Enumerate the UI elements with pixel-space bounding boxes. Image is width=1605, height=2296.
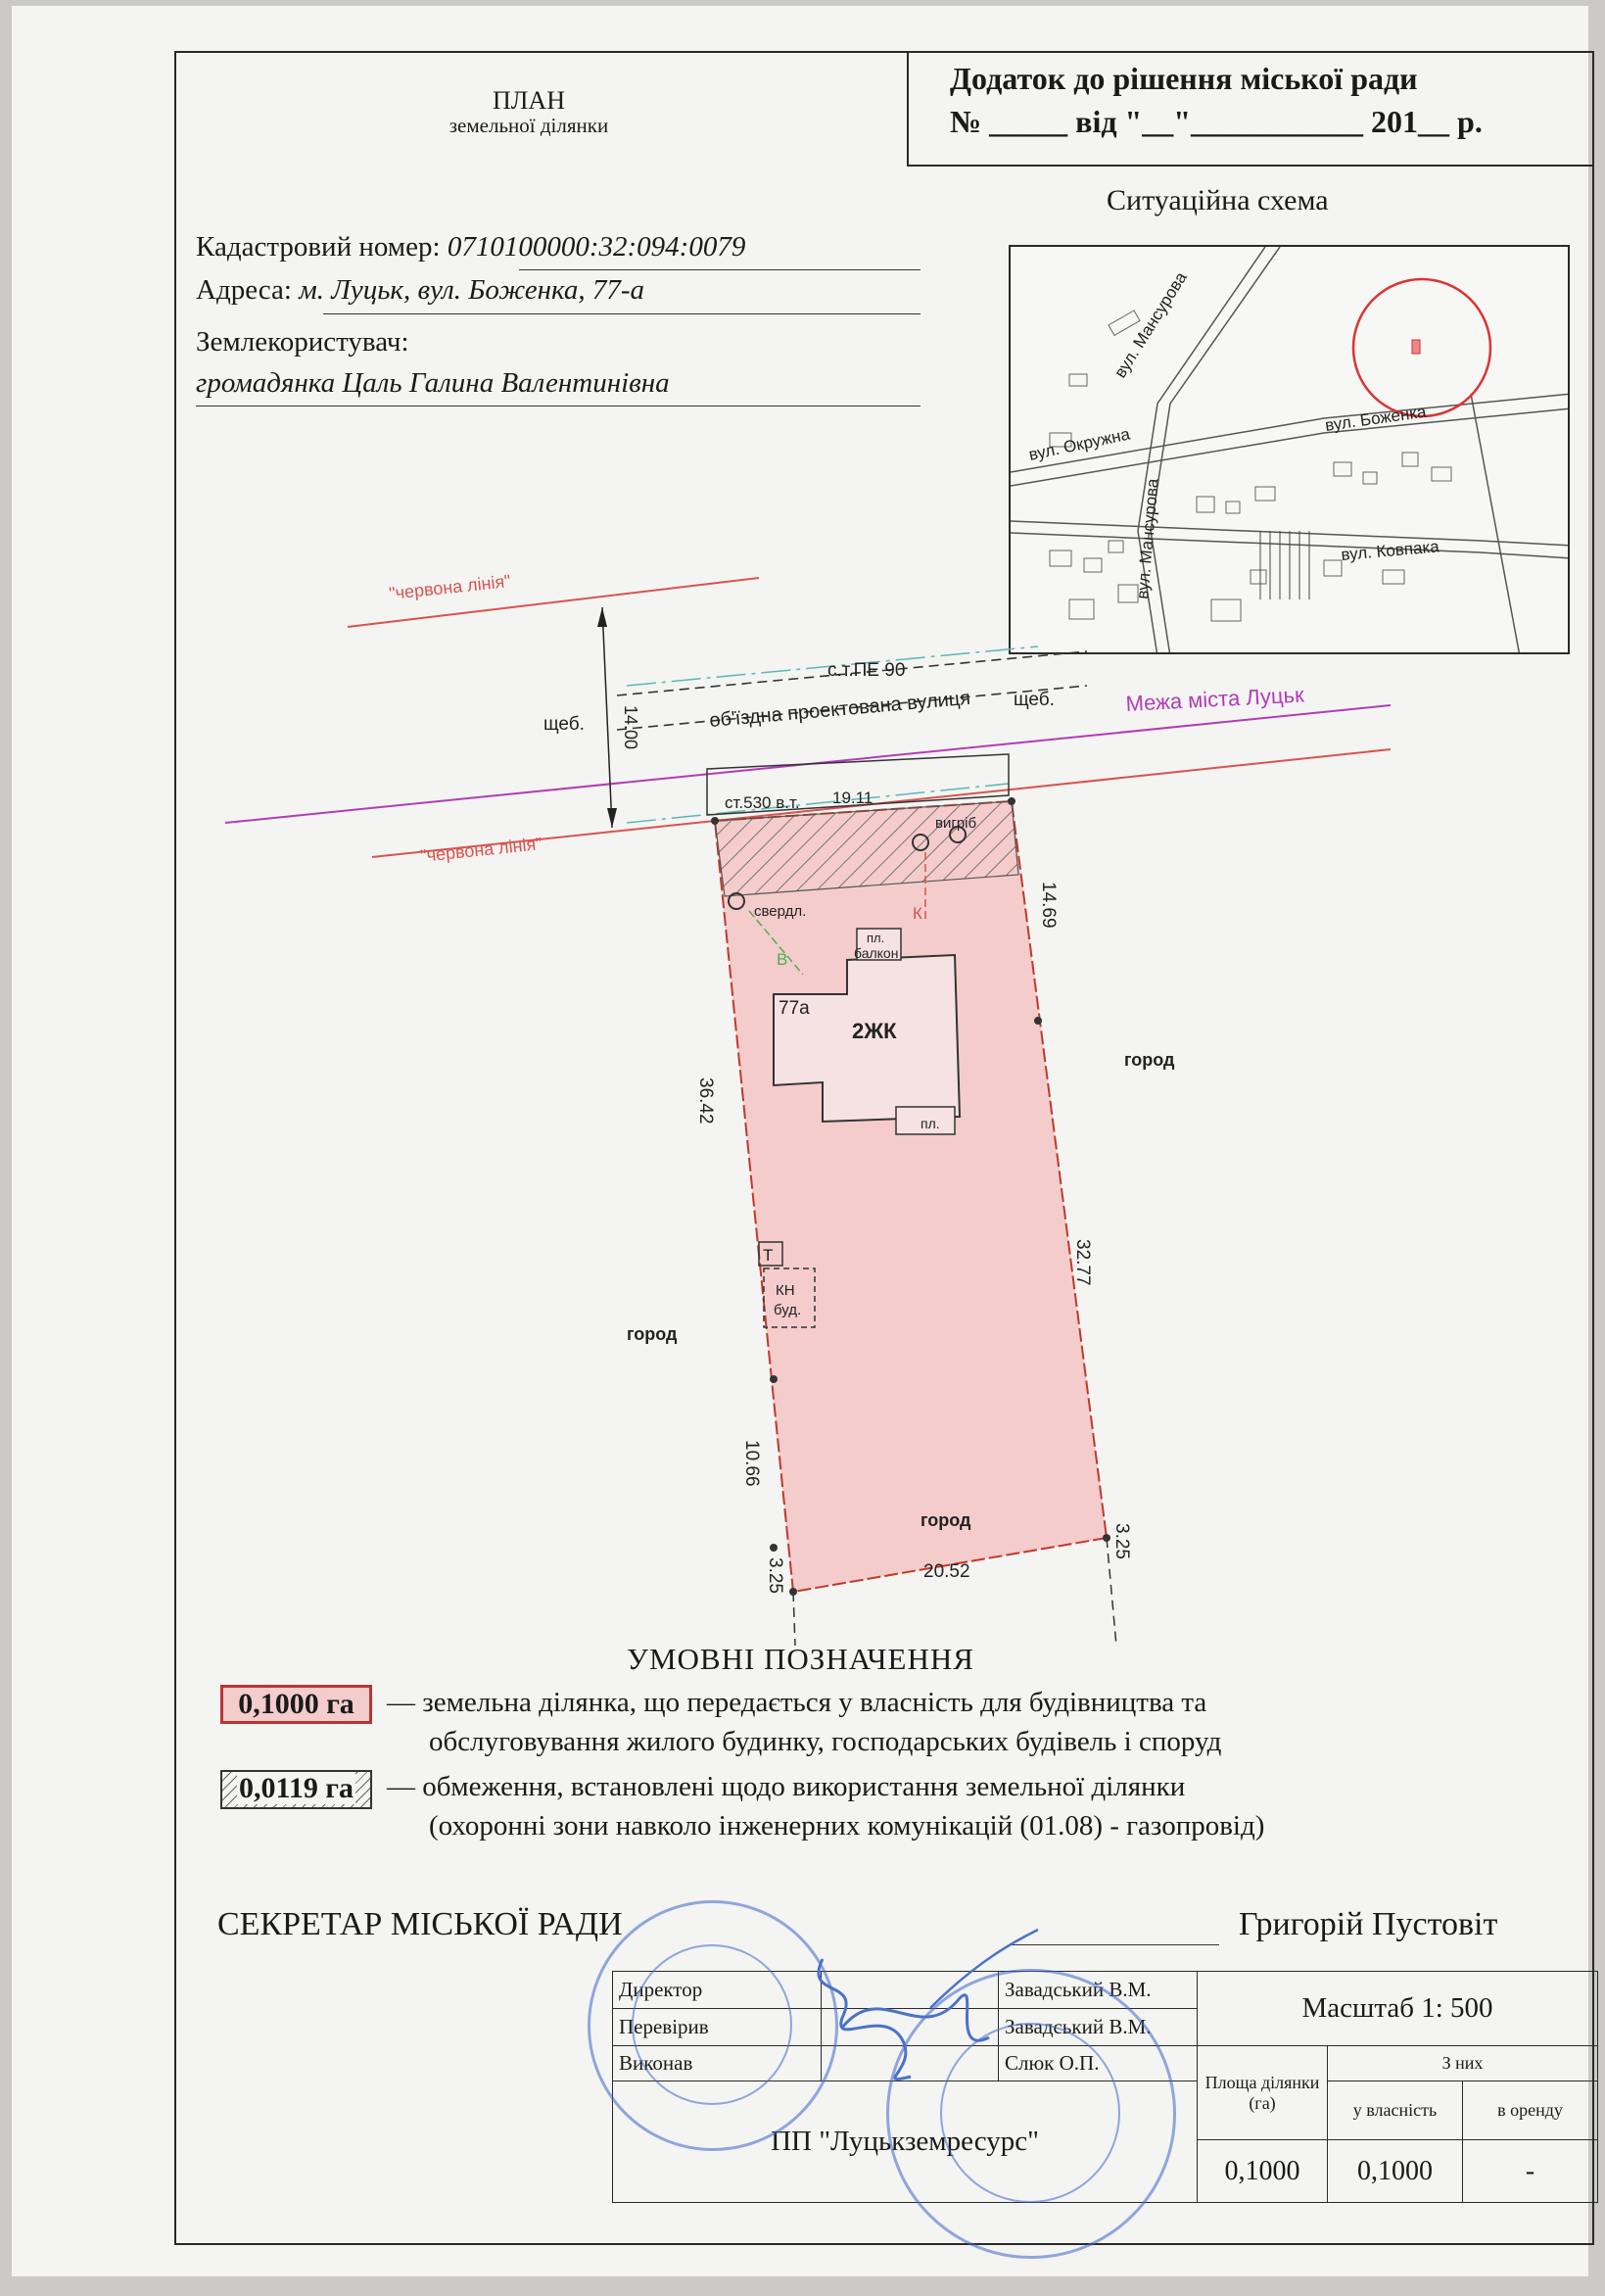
appendix-line-2: № _____ від "__"___________ 201__ р. <box>950 104 1483 139</box>
balcony-label: балкон <box>854 945 899 961</box>
area-value: 0,1000 <box>1198 2140 1328 2203</box>
sewer-label: К <box>913 904 922 923</box>
garden-label: город <box>1124 1050 1175 1070</box>
shed-label: буд. <box>774 1302 802 1318</box>
lease-header: в оренду <box>1463 2081 1598 2140</box>
appendix-line-1: Додаток до рішення міської ради <box>950 61 1418 96</box>
legend-item-1-line-2: обслуговування жилого будинку, господарських будівель і споруд <box>429 1726 1222 1757</box>
building-label: 2ЖК <box>852 1019 897 1043</box>
done-name: Слюк О.П. <box>999 2046 1198 2081</box>
legend-parcel-swatch: 0,1000 га <box>220 1685 372 1724</box>
of-them-header: З них <box>1328 2046 1598 2081</box>
width-dimension <box>602 607 612 828</box>
street-label: вул. Окружна <box>1026 424 1132 464</box>
toilet-label: Т <box>763 1246 774 1265</box>
user-value: громадянка Цаль Галина Валентинівна <box>196 367 670 399</box>
gravel-label: щеб. <box>543 714 585 735</box>
ownership-header: у власність <box>1328 2081 1463 2140</box>
street-label: вул. Боженка <box>1323 402 1428 435</box>
plan-title: ПЛАН <box>493 86 565 115</box>
legend-item-2-line-1: — обмеження, встановлені щодо використання земельної ділянки <box>387 1771 1186 1802</box>
address-label: Адреса: <box>196 274 292 306</box>
area-header: Площа ділянки (га) <box>1198 2046 1328 2140</box>
secretary-label: СЕКРЕТАР МІСЬКОЇ РАДИ <box>217 1906 623 1942</box>
well-label: свердл. <box>754 903 807 920</box>
checked-label: Перевірив <box>613 2009 822 2046</box>
city-border-label: Межа міста Луцьк <box>1124 682 1305 716</box>
ownership-value: 0,1000 <box>1328 2140 1463 2203</box>
garden-label: город <box>627 1324 678 1344</box>
shed-label: КН <box>776 1282 795 1299</box>
done-label: Виконав <box>613 2046 822 2081</box>
director-label: Директор <box>613 1972 822 2009</box>
company-name: ПП "Луцькземресурс" <box>613 2081 1198 2203</box>
top-side-label: 19.11 <box>832 789 873 807</box>
user-label: Землекористувач: <box>196 326 409 358</box>
street-label: вул. Ковпака <box>1340 537 1440 564</box>
handwritten-signature <box>783 1920 1077 2116</box>
gravel-label: щеб. <box>1014 690 1055 710</box>
director-name: Завадський В.М. <box>999 1972 1198 2009</box>
legend-title: УМОВНІ ПОЗНАЧЕННЯ <box>627 1642 974 1676</box>
checked-name: Завадський В.М. <box>999 2009 1198 2046</box>
lease-value: - <box>1463 2140 1598 2203</box>
street-label: вул. Мансурова <box>1110 268 1191 382</box>
road-label: об'їздна проектована вулиця <box>708 687 971 732</box>
dimension-label: 3.25 <box>1111 1523 1132 1559</box>
cadastral-value: 0710100000:32:094:0079 <box>447 231 746 263</box>
dimension-label: 3.25 <box>765 1557 785 1594</box>
pipe-label: с.т.ПЕ 90 <box>827 660 906 681</box>
address-value: м. Луцьк, вул. Боженка, 77-а <box>299 274 645 306</box>
street-label: вул. Мансурова <box>1133 477 1162 600</box>
plan-subtitle: земельної ділянки <box>448 114 609 137</box>
width-label: 14.00 <box>621 705 640 750</box>
dimension-label: 32.77 <box>1072 1239 1093 1286</box>
dimension-label: 14.69 <box>1038 882 1059 929</box>
building-number: 77а <box>779 998 810 1019</box>
red-line-label: "червона лінія" <box>419 834 543 866</box>
legend-restriction-swatch <box>220 1770 372 1809</box>
dimension-label: 20.52 <box>923 1561 970 1582</box>
dimension-label: 10.66 <box>741 1440 762 1487</box>
secretary-name: Григорій Пустовіт <box>1239 1906 1498 1942</box>
dimension-label: 36.42 <box>695 1077 716 1124</box>
pipe-label: ст.530 в.т. <box>725 793 800 812</box>
legend-item-2-line-2: (охоронні зони навколо інженерних комунікацій (01.08) - газопровід) <box>429 1810 1265 1842</box>
manhole-label: вигріб <box>935 815 977 832</box>
situation-title: Ситуаційна схема <box>1107 184 1329 216</box>
legend-restriction-value: 0,0119 га <box>239 1772 354 1804</box>
company-stamp-inner <box>632 1944 792 2105</box>
garden-label: город <box>921 1510 971 1530</box>
cadastral-label: Кадастровий номер: <box>196 231 441 263</box>
legend-item-1-line-1: — земельна ділянка, що передається у власність для будівництва та <box>387 1687 1207 1718</box>
water-label: В <box>777 950 788 969</box>
balcony-label: пл. <box>867 931 885 945</box>
scale-label: Масштаб 1: 500 <box>1198 1972 1598 2046</box>
red-line-label: "червона лінія" <box>388 571 512 603</box>
porch-label: пл. <box>921 1116 940 1131</box>
